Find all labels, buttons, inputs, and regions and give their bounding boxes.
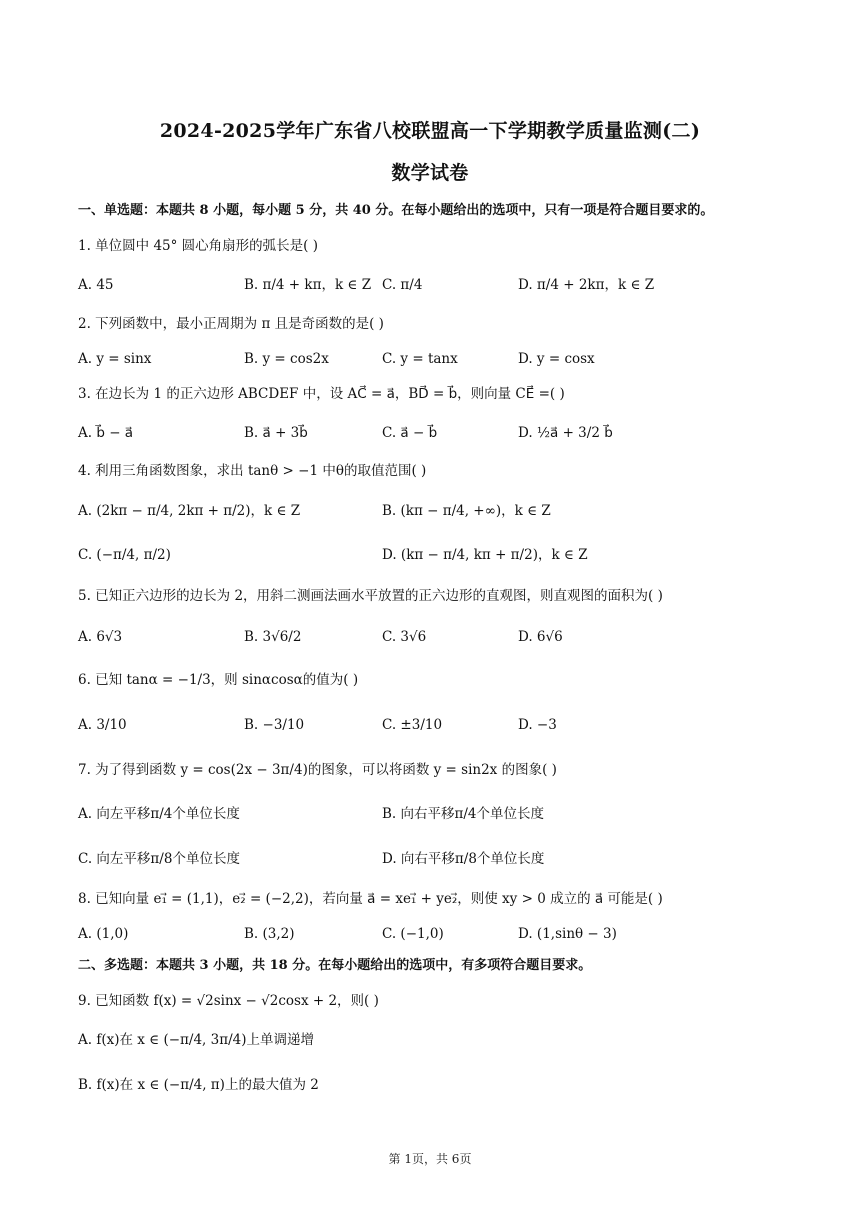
- question-3-stem: 3. 在边长为 1 的正六边形 ABCDEF 中，设 AC⃗ = a⃗，BD⃗ = b⃗，则向量 CE⃗ =( ): [78, 386, 565, 402]
- question-4-option-d: D. (kπ − π/4, kπ + π/2)，k ∈ Z: [382, 547, 588, 563]
- question-8-option-a: A. (1,0): [78, 926, 129, 942]
- question-1-option-d: D. π/4 + 2kπ，k ∈ Z: [518, 277, 655, 293]
- question-2-stem: 2. 下列函数中，最小正周期为 π 且是奇函数的是( ): [78, 316, 384, 332]
- question-6-option-a: A. 3/10: [78, 717, 127, 733]
- section-heading-single-choice: 一、单选题：本题共 8 小题，每小题 5 分，共 40 分。在每小题给出的选项中，只有一项是符合题目要求的。: [78, 203, 714, 218]
- question-3-option-a: A. b⃗ − a⃗: [78, 425, 134, 441]
- question-9-option-b: B. f(x)在 x ∈ (−π/4, π)上的最大值为 2: [78, 1077, 319, 1093]
- question-6-stem: 6. 已知 tanα = −1/3，则 sinαcosα的值为( ): [78, 672, 359, 688]
- question-3-option-b: B. a⃗ + 3b⃗: [244, 425, 308, 441]
- question-2-option-a: A. y = sinx: [78, 351, 152, 367]
- question-3-option-d: D. ½a⃗ + 3/2 b⃗: [518, 425, 613, 441]
- question-9-option-a: A. f(x)在 x ∈ (−π/4, 3π/4)上单调递增: [78, 1032, 314, 1048]
- question-4-option-c: C. (−π/4, π/2): [78, 547, 171, 563]
- question-1-option-c: C. π/4: [382, 277, 423, 293]
- question-1-stem: 1. 单位圆中 45° 圆心角扇形的弧长是( ): [78, 238, 319, 254]
- question-5-option-c: C. 3√6: [382, 629, 427, 645]
- question-4-option-b: B. (kπ − π/4, +∞)，k ∈ Z: [382, 503, 551, 519]
- question-2-option-c: C. y = tanx: [382, 351, 458, 367]
- question-7-stem: 7. 为了得到函数 y = cos(2x − 3π/4)的图象，可以将函数 y = sin2x 的图象( ): [78, 762, 557, 778]
- question-6-option-c: C. ±3/10: [382, 717, 443, 733]
- question-5-option-b: B. 3√6/2: [244, 629, 302, 645]
- question-9-stem: 9. 已知函数 f(x) = √2sinx − √2cosx + 2，则( ): [78, 993, 379, 1009]
- section-heading-multi-choice: 二、多选题：本题共 3 小题，共 18 分。在每小题给出的选项中，有多项符合题目要求。: [78, 958, 592, 973]
- question-8-option-d: D. (1,sinθ − 3): [518, 926, 617, 942]
- question-5-option-d: D. 6√6: [518, 629, 563, 645]
- question-8-stem: 8. 已知向量 e₁⃗ = (1,1)，e₂⃗ = (−2,2)，若向量 a⃗ = xe₁⃗ + ye₂⃗，则使 xy > 0 成立的 a⃗ 可能是( ): [78, 891, 663, 907]
- question-7-option-b: B. 向右平移π/4个单位长度: [382, 806, 545, 822]
- question-2-option-d: D. y = cosx: [518, 351, 595, 367]
- question-5-stem: 5. 已知正六边形的边长为 2，用斜二测画法画水平放置的正六边形的直观图，则直观图的面积为( ): [78, 588, 663, 604]
- question-7-option-a: A. 向左平移π/4个单位长度: [78, 806, 240, 822]
- question-1-option-b: B. π/4 + kπ，k ∈ Z: [244, 277, 372, 293]
- question-6-option-b: B. −3/10: [244, 717, 305, 733]
- question-3-option-c: C. a⃗ − b⃗: [382, 425, 438, 441]
- question-1-option-a: A. 45: [78, 277, 114, 293]
- question-8-option-c: C. (−1,0): [382, 926, 444, 942]
- question-7-option-d: D. 向右平移π/8个单位长度: [382, 851, 545, 867]
- page-footer: 第 1页，共 6页: [388, 1152, 472, 1166]
- question-6-option-d: D. −3: [518, 717, 557, 733]
- question-8-option-b: B. (3,2): [244, 926, 295, 942]
- exam-subtitle: 数学试卷: [391, 162, 469, 184]
- question-4-option-a: A. (2kπ − π/4, 2kπ + π/2)，k ∈ Z: [78, 503, 301, 519]
- question-2-option-b: B. y = cos2x: [244, 351, 329, 367]
- question-4-stem: 4. 利用三角函数图象，求出 tanθ > −1 中θ的取值范围( ): [78, 463, 427, 479]
- exam-title: 2024-2025学年广东省八校联盟高一下学期教学质量监测(二): [159, 120, 701, 142]
- question-7-option-c: C. 向左平移π/8个单位长度: [78, 851, 240, 867]
- question-5-option-a: A. 6√3: [78, 629, 123, 645]
